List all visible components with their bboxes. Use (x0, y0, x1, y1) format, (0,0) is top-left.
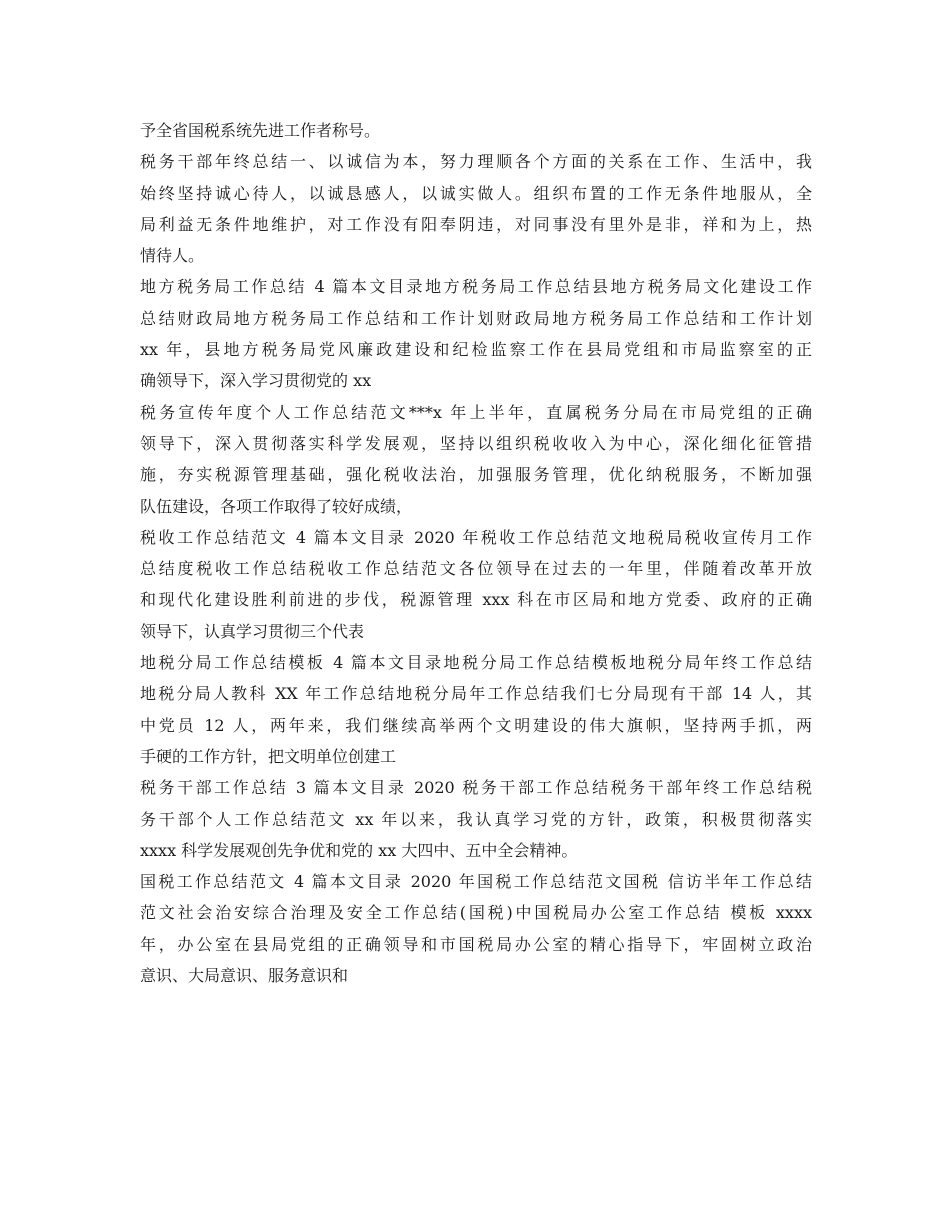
text-line: 务干部个人工作总结范文 xx 年以来，我认真学习党的方针，政策，积极贯彻落实 (140, 809, 812, 829)
paragraph (140, 146, 812, 271)
paragraph (140, 115, 812, 146)
text-line: 意识、大局意识、服务意识和 (140, 966, 349, 986)
text-line: 情待人。 (140, 246, 205, 266)
text-line: 税务宣传年度个人工作总结范文***x 年上半年，直属税务分局在市局党组的正确 (140, 402, 812, 422)
paragraph (140, 271, 812, 396)
text-line: 年，办公室在县局党组的正确领导和市国税局办公室的精心指导下，牢固树立政治 (140, 934, 812, 954)
text-line: 税务干部工作总结 3 篇本文目录 2020 税务干部工作总结税务干部年终工作总结税 (140, 778, 812, 798)
text-line: 予全省国税系统先进工作者称号。 (140, 121, 381, 140)
text-line: 局利益无条件地维护，对工作没有阳奉阴违，对同事没有里外是非，祥和为上，热 (140, 214, 812, 234)
text-line: 领导下，认真学习贯彻三个代表 (140, 621, 365, 641)
text-line: 范文社会治安综合治理及安全工作总结(国税)中国税局办公室工作总结 模板 xxxx (140, 903, 812, 923)
text-line: 地方税务局工作总结 4 篇本文目录地方税务局工作总结县地方税务局文化建设工作 (140, 277, 812, 297)
text-line: 确领导下，深入学习贯彻党的 xx (140, 371, 372, 391)
text-line: xx 年，县地方税务局党风廉政建设和纪检监察工作在县局党组和市局监察室的正 (140, 340, 812, 360)
paragraph (140, 772, 812, 866)
paragraph (140, 522, 812, 647)
paragraph (140, 647, 812, 772)
text-line: 总结度税收工作总结税收工作总结范文各位领导在过去的一年里，伴随着改革开放 (140, 559, 812, 579)
text-line: 总结财政局地方税务局工作总结和工作计划财政局地方税务局工作总结和工作计划 (140, 308, 812, 328)
text-line: 税务干部年终总结一、以诚信为本，努力理顺各个方面的关系在工作、生活中，我 (140, 152, 812, 172)
paragraph (140, 397, 812, 522)
text-line: 领导下，深入贯彻落实科学发展观，坚持以组织税收收入为中心，深化细化征管措 (140, 433, 812, 453)
text-line: 国税工作总结范文 4 篇本文目录 2020 年国税工作总结范文国税 信访半年工作总结 (140, 872, 812, 892)
text-line: 税收工作总结范文 4 篇本文目录 2020 年税收工作总结范文地税局税收宣传月工作 (140, 527, 812, 547)
paragraph (140, 866, 812, 991)
text-line: xxxx 科学发展观创先争优和党的 xx 大四中、五中全会精神。 (140, 840, 578, 860)
text-line: 队伍建设，各项工作取得了较好成绩， (140, 496, 413, 516)
text-line: 地税分局工作总结模板 4 篇本文目录地税分局工作总结模板地税分局年终工作总结 (140, 653, 812, 673)
document-body (140, 115, 812, 991)
text-line: 施，夯实税源管理基础，强化税收法治，加强服务管理，优化纳税服务，不断加强 (140, 465, 812, 485)
text-line: 和现代化建设胜利前进的步伐，税源管理 xxx 科在市区局和地方党委、政府的正确 (140, 590, 812, 610)
text-line: 手硬的工作方针，把文明单位创建工 (140, 746, 397, 766)
text-line: 始终坚持诚心待人，以诚恳感人，以诚实做人。组织布置的工作无条件地服从，全 (140, 183, 812, 203)
text-line: 地税分局人教科 XX 年工作总结地税分局年工作总结我们七分局现有干部 14 人，其 (140, 684, 812, 704)
text-line: 中党员 12 人，两年来，我们继续高举两个文明建设的伟大旗帜，坚持两手抓，两 (140, 715, 812, 735)
